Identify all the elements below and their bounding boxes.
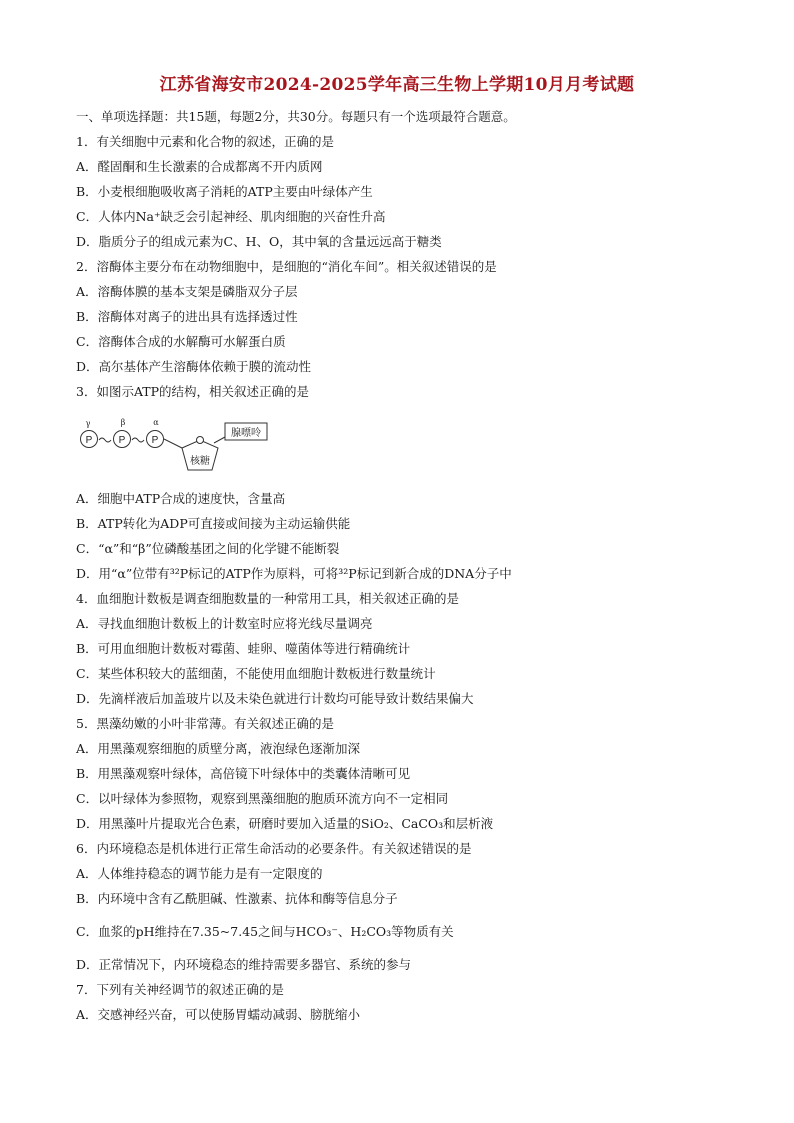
question-6-option-a: A．人体维持稳态的调节能力是有一定限度的 <box>76 866 323 881</box>
question-3-option-a: A．细胞中ATP合成的速度快，含量高 <box>76 491 286 506</box>
atp-structure-diagram <box>80 415 280 481</box>
question-4-option-b: B．可用血细胞计数板对霉菌、蛙卵、噬菌体等进行精确统计 <box>76 641 411 656</box>
question-2-option-b: B．溶酶体对离子的进出具有选择透过性 <box>76 309 298 324</box>
phosphate-alpha-label: P <box>151 435 159 446</box>
question-5-option-b: B．用黑藻观察叶绿体，高倍镜下叶绿体中的类囊体清晰可见 <box>76 766 411 781</box>
question-6-option-c: C．血浆的pH维持在7.35~7.45之间与HCO₃⁻、H₂CO₃等物质有关 <box>76 924 454 939</box>
phosphate-sugar-bond <box>164 439 182 448</box>
question-3-option-b: B．ATP转化为ADP可直接或间接为主动运输供能 <box>76 516 351 531</box>
question-5-option-d: D．用黑藻叶片提取光合色素，研磨时要加入适量的SiO₂、CaCO₃和层析液 <box>76 816 494 831</box>
section-heading: 一、单项选择题：共15题，每题2分，共30分。每题只有一个选项最符合题意。 <box>76 109 516 124</box>
question-7-option-a: A．交感神经兴奋，可以使肠胃蠕动减弱、膀胱缩小 <box>76 1007 361 1022</box>
question-1-option-a: A．醛固酮和生长激素的合成都离不开内质网 <box>76 159 323 174</box>
question-6-option-b: B．内环境中含有乙酰胆碱、性激素、抗体和酶等信息分子 <box>76 891 398 906</box>
gamma-label: γ <box>85 419 91 428</box>
high-energy-bond-2 <box>132 438 144 442</box>
ribose-label: 核糖 <box>190 456 210 467</box>
question-5-stem: 5．黑藻幼嫩的小叶非常薄。有关叙述正确的是 <box>76 716 334 731</box>
question-6-option-d: D．正常情况下，内环境稳态的维持需要多器官、系统的参与 <box>76 957 412 972</box>
question-2-option-a: A．溶酶体膜的基本支架是磷脂双分子层 <box>76 284 298 299</box>
question-2-option-d: D．高尔基体产生溶酶体依赖于膜的流动性 <box>76 359 312 374</box>
question-1-option-c: C．人体内Na⁺缺乏会引起神经、肌肉细胞的兴奋性升高 <box>76 209 386 224</box>
question-2-stem: 2．溶酶体主要分布在动物细胞中，是细胞的“消化车间”。相关叙述错误的是 <box>76 259 497 274</box>
phosphate-beta-label: P <box>118 435 126 446</box>
question-5-option-c: C．以叶绿体为参照物，观察到黑藻细胞的胞质环流方向不一定相同 <box>76 791 449 806</box>
question-3-option-d: D．用“α”位带有³²P标记的ATP作为原料，可将³²P标记到新合成的DNA分子中 <box>76 566 512 581</box>
question-1-stem: 1．有关细胞中元素和化合物的叙述，正确的是 <box>76 134 334 149</box>
question-6-stem: 6．内环境稳态是机体进行正常生命活动的必要条件。有关叙述错误的是 <box>76 841 472 856</box>
question-4-option-d: D．先滴样液后加盖玻片以及未染色就进行计数均可能导致计数结果偏大 <box>76 691 474 706</box>
alpha-label: α <box>153 418 159 427</box>
page-title: 江苏省海安市2024-2025学年高三生物上学期10月月考试题 <box>159 75 635 95</box>
question-5-option-a: A．用黑藻观察细胞的质壁分离，液泡绿色逐渐加深 <box>76 741 361 756</box>
question-7-stem: 7．下列有关神经调节的叙述正确的是 <box>76 982 284 997</box>
question-1-option-b: B．小麦根细胞吸收离子消耗的ATP主要由叶绿体产生 <box>76 184 373 199</box>
question-3-option-c: C．“α”和“β”位磷酸基团之间的化学键不能断裂 <box>76 541 340 556</box>
phosphate-gamma-label: P <box>85 435 93 446</box>
question-4-option-a: A．寻找血细胞计数板上的计数室时应将光线尽量调亮 <box>76 616 373 631</box>
high-energy-bond-1 <box>99 438 111 442</box>
adenine-label: 腺嘌呤 <box>231 428 261 439</box>
question-2-option-c: C．溶酶体合成的水解酶可水解蛋白质 <box>76 334 286 349</box>
ring-oxygen-atom <box>197 437 204 444</box>
question-3-stem: 3．如图示ATP的结构，相关叙述正确的是 <box>76 384 310 399</box>
sugar-base-bond <box>214 437 225 443</box>
question-1-option-d: D．脂质分子的组成元素为C、H、O，其中氧的含量远远高于糖类 <box>76 234 442 249</box>
beta-label: β <box>120 418 126 427</box>
question-4-option-c: C．某些体积较大的蓝细菌，不能使用血细胞计数板进行数量统计 <box>76 666 436 681</box>
question-4-stem: 4．血细胞计数板是调查细胞数量的一种常用工具，相关叙述正确的是 <box>76 591 459 606</box>
